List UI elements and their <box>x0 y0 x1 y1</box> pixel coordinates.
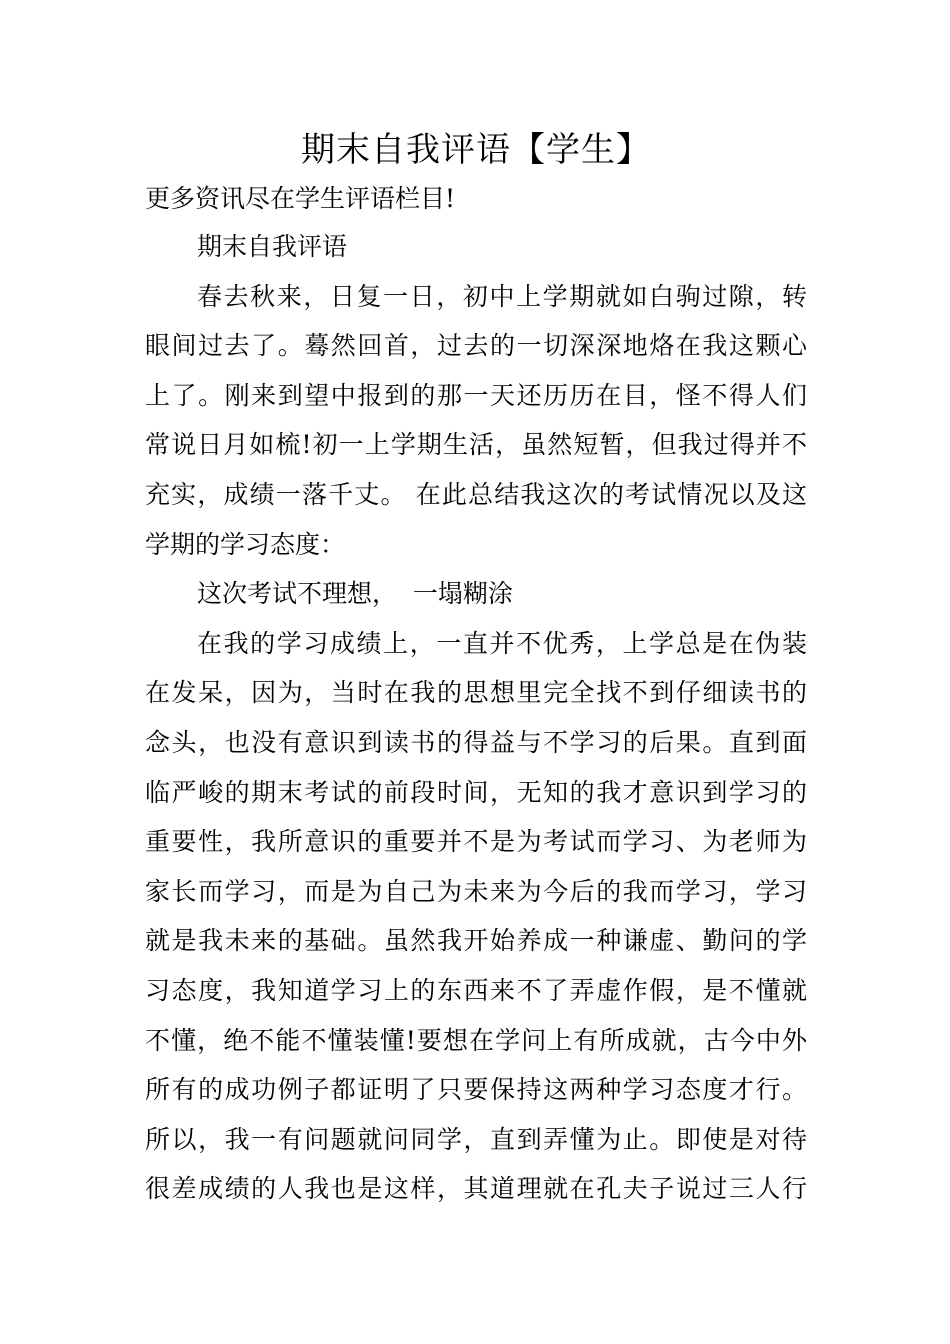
subheading: 这次考试不理想， 一塌糊涂 <box>197 579 513 609</box>
paragraph-1 <box>145 272 807 570</box>
paragraph-line: 念头，也没有意识到读书的得益与不学习的后果。直到面 <box>145 727 807 757</box>
paragraph-line: 常说日月如梳!初一上学期生活，虽然短暂，但我过得并不 <box>145 430 807 460</box>
paragraph-line: 很差成绩的人我也是这样，其道理就在孔夫子说过三人行 <box>145 1174 807 1204</box>
document-page <box>145 124 807 1214</box>
paragraph-line: 在我的学习成绩上，一直并不优秀，上学总是在伪装 <box>197 628 807 658</box>
paragraph-line: 临严峻的期末考试的前段时间，无知的我才意识到学习的 <box>145 777 807 807</box>
paragraph-line: 上了。刚来到望中报到的那一天还历历在目，怪不得人们 <box>145 380 807 410</box>
paragraph-line: 习态度，我知道学习上的东西来不了弄虚作假，是不懂就 <box>145 975 807 1005</box>
paragraph-line: 重要性，我所意识的重要并不是为考试而学习、为老师为 <box>145 827 807 857</box>
section-heading: 期末自我评语 <box>197 232 348 261</box>
paragraph-line: 所以，我一有问题就问同学，直到弄懂为止。即使是对待 <box>145 1124 807 1154</box>
source-note: 更多资讯尽在学生评语栏目! <box>145 184 456 213</box>
paragraph-line: 所有的成功例子都证明了只要保持这两种学习态度才行。 <box>145 1075 807 1105</box>
paragraph-line: 在发呆，因为，当时在我的思想里完全找不到仔细读书的 <box>145 678 807 708</box>
paragraph-line: 学期的学习态度： <box>145 529 346 559</box>
paragraph-line: 就是我未来的基础。虽然我开始养成一种谦虚、勤问的学 <box>145 926 807 956</box>
document-title: 期末自我评语【学生】 <box>301 130 651 170</box>
paragraph-line: 不懂，绝不能不懂装懂!要想在学问上有所成就，古今中外 <box>145 1025 807 1055</box>
paragraph-line: 家长而学习，而是为自己为未来为今后的我而学习，学习 <box>145 876 807 906</box>
paragraph-line: 眼间过去了。蓦然回首，过去的一切深深地烙在我这颗心 <box>145 331 807 361</box>
paragraph-line: 充实，成绩一落千丈。 在此总结我这次的考试情况以及这 <box>145 479 807 509</box>
paragraph-2 <box>145 619 807 1214</box>
paragraph-line: 春去秋来，日复一日，初中上学期就如白驹过隙，转 <box>197 281 807 311</box>
